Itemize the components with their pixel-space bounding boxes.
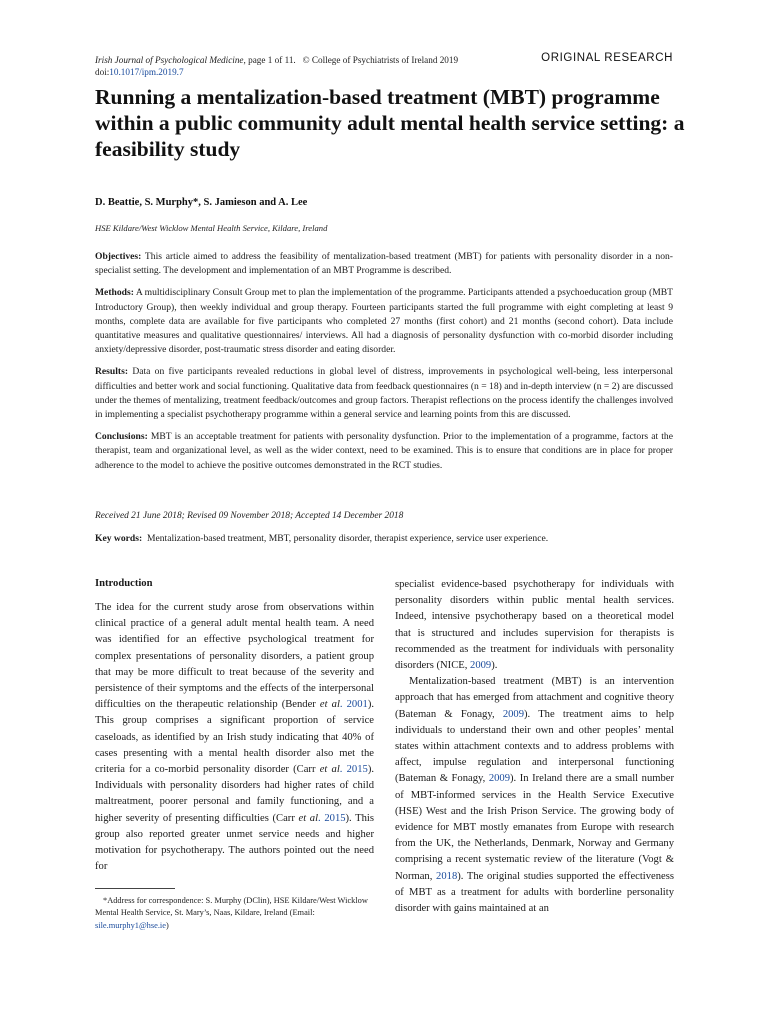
right-text-6: ). The original studies supported the effectiveness of MBT as a treatment for adults with borderline personality disorder with gains maintained at an	[395, 870, 674, 915]
right-text-2: ).	[491, 660, 498, 672]
right-paragraph-2	[395, 674, 674, 917]
right-paragraph-1	[395, 577, 674, 674]
article-title: Running a mentalization-based treatment (MBT) programme within a public community adult mental health service setting: a feasibility study	[95, 85, 685, 161]
intro-text-3: ). Individuals with personality disorders had higher rates of child maltreatment, poorer personal and family functioning, and a higher severity of presenting difficulties (Carr	[95, 764, 374, 824]
objectives-text: This article aimed to address the feasibility of mentalization-based treatment (MBT) for patients with personality disorder in a non-specialist setting. The development and implementation of an MBT Programme is described.	[95, 251, 673, 277]
intro-paragraph-1	[95, 600, 374, 875]
results-label: Results:	[95, 366, 129, 378]
body-column-right	[395, 577, 674, 917]
copyright: © College of Psychiatrists of Ireland 2019	[302, 55, 459, 65]
abstract-methods	[95, 286, 673, 357]
abstract	[95, 250, 673, 481]
keywords-label: Key words:	[95, 533, 143, 544]
citation-link[interactable]: . 2015	[339, 764, 368, 776]
citation-link[interactable]: 2018	[436, 870, 458, 882]
abstract-results	[95, 365, 673, 422]
abstract-conclusions	[95, 430, 673, 473]
doi-link[interactable]: 10.1017/ipm.2019.7	[109, 67, 184, 77]
introduction-heading: Introduction	[95, 578, 153, 589]
right-text-1: specialist evidence-based psychotherapy for individuals with personality disorders within public mental health services. Indeed, intensive psychotherapy based on a theoretical model that is structured and includes supervision for therapists is recommended as the treatment for individuals with personality disorders (NICE,	[395, 579, 674, 672]
right-text-5: ). In Ireland there are a small number of MBT-informed services in the Health Service Executive (HSE) West and the Irish Prison Service. The growing body of evidence for MBT mostly emanates from Europe with research from the UK, the Netherlands, Denmark, Norway and Germany comprising a recent systematic review of the literature (Vogt & Norman,	[395, 773, 675, 882]
page-info: , page 1 of 11.	[243, 55, 296, 65]
affiliation: HSE Kildare/West Wicklow Mental Health Service, Kildare, Ireland	[95, 223, 328, 233]
journal-name: Irish Journal of Psychological Medicine	[95, 55, 244, 65]
objectives-label: Objectives:	[95, 251, 142, 262]
et-al: et al	[319, 699, 340, 711]
article-dates: Received 21 June 2018; Revised 09 November 2018; Accepted 14 December 2018	[95, 511, 404, 521]
section-label: ORIGINAL RESEARCH	[541, 52, 673, 64]
author-list: D. Beattie, S. Murphy*, S. Jamieson and A. Lee	[95, 197, 308, 208]
citation-link[interactable]: . 2015	[318, 812, 346, 824]
intro-text-4: ). This group also reported greater unmet service needs and higher motivation for psychotherapy. The authors pointed out the need for	[95, 812, 374, 873]
correspondence-footnote	[95, 895, 374, 932]
email-link[interactable]: sile.murphy1@hse.ie	[95, 920, 166, 930]
et-al: et al	[319, 764, 340, 776]
conclusions-label: Conclusions:	[95, 431, 148, 443]
abstract-objectives	[95, 250, 673, 278]
keywords-text: Mentalization-based treatment, MBT, personality disorder, therapist experience, service user experience.	[146, 533, 549, 544]
results-text: Data on five participants revealed reductions in global level of distress, improvements in psychological well-being, less interpersonal difficulties and better work and social functioning. Qualitative data from feedback questionnaires (n = 18) and in-depth interview (n = 2) are discussed under the themes of mentalizing, treatment feedback/outcomes and group factors. Therapist reflections on the process identify the challenges involved in implementing a specialist psychotherapy programme within a general service and learning points from this are discussed.	[95, 366, 673, 421]
footnote-divider	[95, 888, 175, 889]
right-text-4: ). The treatment aims to help individuals to understand their own and other peoples’ mental states within attachment contexts and to address problems with affect, impulse regulation and interpersonal functioning (Bateman & Fonagy,	[395, 708, 675, 785]
methods-text: A multidisciplinary Consult Group met to plan the implementation of the programme. Participants attended a psychoeducation group (MBT Introductory Group), then weekly individual and group therapy. Fourteen participants started the full programme with eight completing at least 9 months, complete data are available for five participants who completed 27 months (first cohort) and 21 months (second cohort). Data include quantitative measures and qualitative questionnaires/ interviews. All had a diagnosis of personality dysfunction with co-morbid disorder including anxiety/depressive disorder, post-traumatic stress disorder and eating disorder.	[95, 287, 673, 356]
citation-link[interactable]: 2009	[488, 773, 511, 785]
citation-link[interactable]: . 2001	[339, 699, 368, 711]
journal-header	[95, 54, 458, 78]
right-text-3: Mentalization-based treatment (MBT) is an intervention approach that has emerged from attachment and cognitive theory (Bateman & Fonagy,	[395, 676, 674, 720]
conclusions-text: MBT is an acceptable treatment for patients with personality dysfunction. Prior to the implementation of a programme, factors at the therapist, team and organizational level, as well as the wider context, need to be examined. This is to ensure that conditions are in place for proper adherence to the model to achieve the positive outcomes demonstrated in the RCT studies.	[95, 431, 673, 471]
doi-prefix: doi:	[95, 67, 110, 77]
body-column-left	[95, 577, 374, 875]
citation-link[interactable]: 2009	[470, 660, 492, 672]
citation-link[interactable]: 2009	[502, 708, 524, 720]
footnote-text: *Address for correspondence: S. Murphy (DClin), HSE Kildare/West Wicklow Mental Health Service, St. Mary’s, Naas, Kildare, Ireland (Email:	[95, 896, 368, 918]
intro-text-1: The idea for the current study arose from observations within clinical practice of a general adult mental health team. A need was identified for an effective psychological treatment for complex presentations of personality disorders, a patient group that may be more difficult to treat because of the severity and persistence of their symptoms and the effects of the interpersonal difficulties on the therapeutic relationship (Bender	[95, 602, 374, 711]
intro-text-2: ). This group comprises a significant proportion of service caseloads, as identified by an Irish study indicating that 40% of cases presenting with a mental health disorder also met the criteria for a co-morbid personality disorder (Carr	[95, 699, 374, 776]
footnote-close: )	[165, 920, 169, 930]
keywords	[95, 533, 548, 544]
et-al: et al	[298, 812, 319, 824]
methods-label: Methods:	[95, 287, 134, 299]
